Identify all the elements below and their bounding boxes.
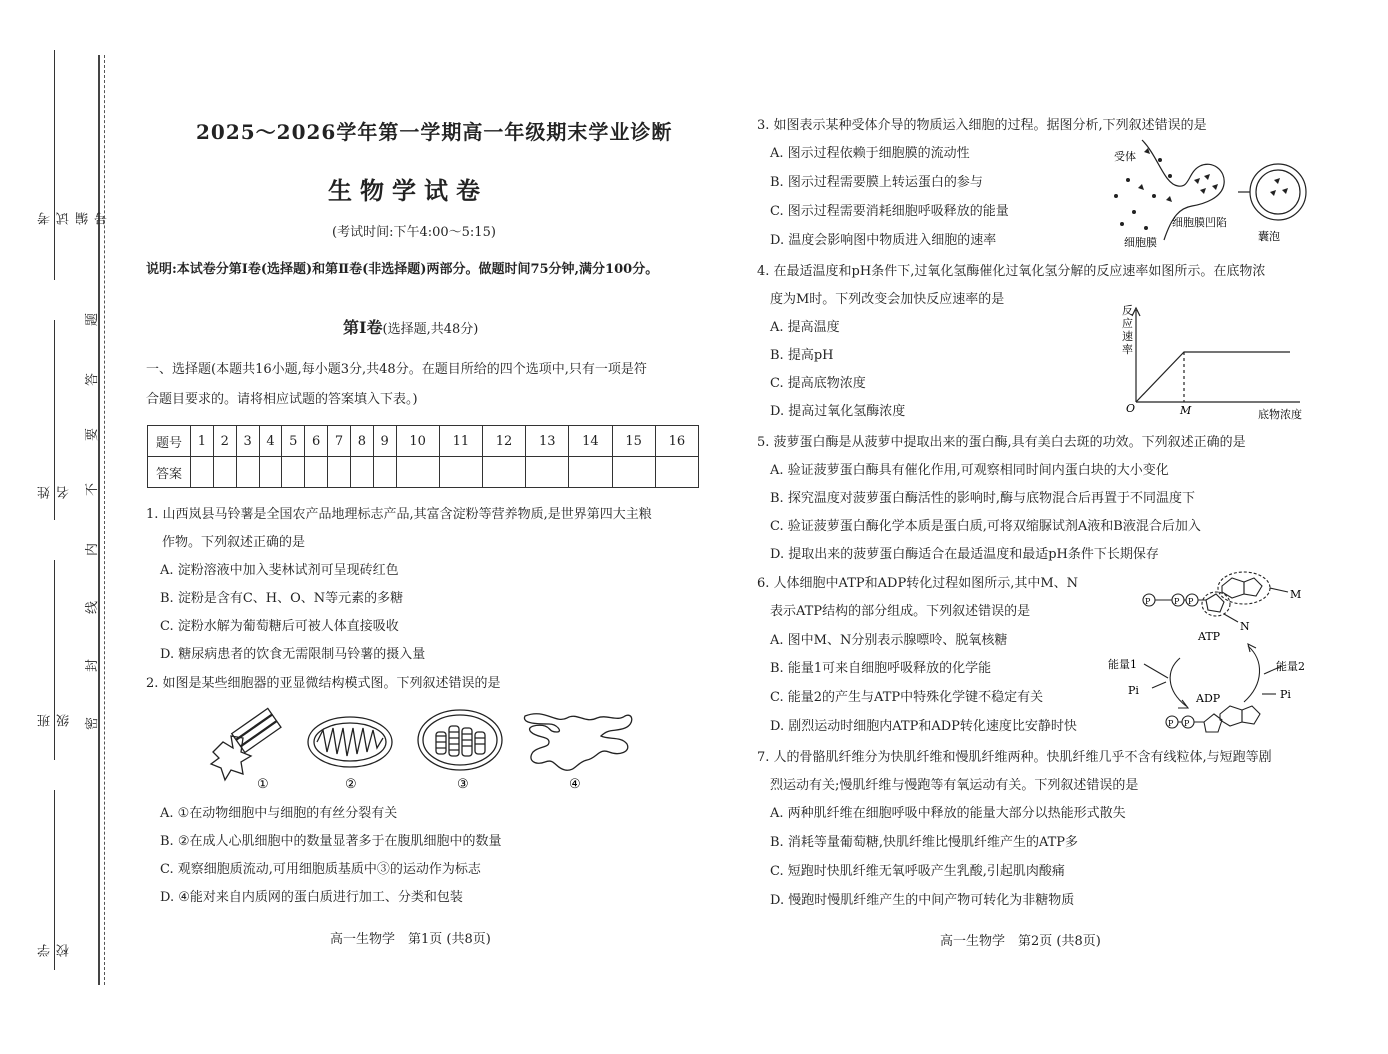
- q7-stem: 烈运动有关;慢肌纤维与慢跑等有氧运动有关。下列叙述错误的是: [770, 778, 1139, 793]
- name-label: 姓名: [38, 462, 72, 499]
- q3-stem: 3. 如图表示某种受体介导的物质运入细胞的过程。据图分析,下列叙述错误的是: [757, 118, 1207, 133]
- q5-option-d: D. 提取出来的菠萝蛋白酶适合在最适温度和最适pH条件下长期保存: [770, 547, 1159, 562]
- q6-option-a: A. 图中M、N分别表示腺嘌呤、脱氧核糖: [770, 633, 1008, 648]
- answer-cell[interactable]: [526, 457, 569, 488]
- q3-option-a: A. 图示过程依赖于细胞膜的流动性: [770, 146, 970, 161]
- graph-ylabel-1: 反: [1122, 304, 1133, 317]
- table-num: 9: [373, 426, 396, 457]
- answer-cell[interactable]: [259, 457, 282, 488]
- answer-cell[interactable]: [612, 457, 655, 488]
- table-num: 3: [236, 426, 259, 457]
- table-answer-label: 答案: [148, 457, 191, 488]
- n-label: N: [1240, 620, 1250, 633]
- table-num: 10: [396, 426, 439, 457]
- atp-label: ATP: [1198, 630, 1221, 643]
- organelle-figure: [205, 702, 640, 794]
- part1-title-main: 第Ⅰ卷: [343, 318, 383, 337]
- m-label: M: [1290, 588, 1302, 601]
- q3-option-d: D. 温度会影响图中物质进入细胞的速率: [770, 233, 997, 248]
- exam-time: (考试时间:下午4:00～5:15): [332, 225, 496, 240]
- answer-cell[interactable]: [282, 457, 305, 488]
- q6-option-c: C. 能量2的产生与ATP中特殊化学键不稳定有关: [770, 690, 1044, 705]
- answer-cell[interactable]: [191, 457, 214, 488]
- graph-m: M: [1180, 404, 1192, 417]
- table-num: 7: [328, 426, 351, 457]
- table-num: 4: [259, 426, 282, 457]
- energy1-label: 能量1: [1108, 658, 1137, 671]
- pi-label: Pi: [1128, 684, 1139, 697]
- answer-cell[interactable]: [236, 457, 259, 488]
- school-label: 学校: [38, 920, 72, 957]
- seal-word: 封: [85, 658, 101, 673]
- seal-word: 答: [85, 372, 101, 387]
- part1-title-note: (选择题,共48分): [382, 322, 479, 337]
- q6-stem: 表示ATP结构的部分组成。下列叙述错误的是: [770, 604, 1031, 619]
- seal-word: 不: [85, 482, 101, 497]
- seal-word: 题: [85, 312, 101, 327]
- seal-word: 内: [85, 542, 101, 557]
- table-num: 5: [282, 426, 305, 457]
- graph-xlabel: 底物浓度: [1258, 408, 1302, 421]
- table-num: 16: [655, 426, 698, 457]
- q2-stem: 2. 如图是某些细胞器的亚显微结构模式图。下列叙述错误的是: [146, 676, 501, 691]
- q7-option-a: A. 两种肌纤维在细胞呼吸中释放的能量大部分以热能形式散失: [770, 806, 1126, 821]
- rate-graph: [1110, 300, 1310, 424]
- answer-table-answer-row: [148, 457, 699, 488]
- q2-option-d: D. ④能对来自内质网的蛋白质进行加工、分类和包装: [160, 890, 463, 905]
- q1-option-b: B. 淀粉是含有C、H、O、N等元素的多糖: [160, 591, 404, 606]
- graph-ylabel-3: 速: [1122, 330, 1133, 343]
- answer-cell[interactable]: [655, 457, 698, 488]
- answer-table: [147, 425, 699, 488]
- p-label: P: [1174, 597, 1180, 606]
- section1-instr: 一、选择题(本题共16小题,每小题3分,共48分。在题目所给的四个选项中,只有一项是符: [146, 362, 647, 377]
- q4-option-b: B. 提高pH: [770, 348, 834, 363]
- q7-option-c: C. 短跑时快肌纤维无氧呼吸产生乳酸,引起肌肉酸痛: [770, 864, 1065, 879]
- graph-ylabel-4: 率: [1122, 343, 1133, 356]
- chloroplast-icon: [418, 710, 502, 770]
- table-num: 1: [191, 426, 214, 457]
- p-label: P: [1188, 597, 1194, 606]
- q7-option-b: B. 消耗等量葡萄糖,快肌纤维比慢肌纤维产生的ATP多: [770, 835, 1079, 850]
- table-num: 14: [569, 426, 612, 457]
- fig-label: ④: [569, 777, 581, 792]
- answer-cell[interactable]: [373, 457, 396, 488]
- table-num: 11: [439, 426, 482, 457]
- table-num: 6: [305, 426, 328, 457]
- exam-no-label: 考试编号: [38, 210, 110, 225]
- page-footer-right: 高一生物学 第2页 (共8页): [940, 934, 1101, 949]
- seal-word: 要: [85, 427, 101, 442]
- answer-cell[interactable]: [305, 457, 328, 488]
- table-num: 15: [612, 426, 655, 457]
- fig-pit-label: 细胞膜凹陷: [1172, 216, 1227, 229]
- table-num: 12: [482, 426, 525, 457]
- answer-cell[interactable]: [482, 457, 525, 488]
- adp-label: ADP: [1196, 692, 1221, 705]
- q2-option-c: C. 观察细胞质流动,可用细胞质基质中③的运动作为标志: [160, 862, 481, 877]
- centriole-icon: [211, 708, 281, 780]
- answer-cell[interactable]: [213, 457, 236, 488]
- q3-option-c: C. 图示过程需要消耗细胞呼吸释放的能量: [770, 204, 1009, 219]
- answer-cell[interactable]: [439, 457, 482, 488]
- subject-title: 生物学试卷: [328, 176, 488, 205]
- q3-option-b: B. 图示过程需要膜上转运蛋白的参与: [770, 175, 983, 190]
- q4-stem: 4. 在最适温度和pH条件下,过氧化氢酶催化过氧化氢分解的反应速率如图所示。在底物浓: [757, 264, 1266, 279]
- q1-stem: 作物。下列叙述正确的是: [162, 535, 306, 550]
- q2-option-a: A. ①在动物细胞中与细胞的有丝分裂有关: [160, 806, 398, 821]
- endocytosis-figure: [1108, 136, 1310, 248]
- answer-cell[interactable]: [328, 457, 351, 488]
- q6-option-b: B. 能量1可来自细胞呼吸释放的化学能: [770, 661, 992, 676]
- part1-title: [343, 318, 478, 340]
- q5-option-a: A. 验证菠萝蛋白酶具有催化作用,可观察相同时间内蛋白块的大小变化: [770, 463, 1169, 478]
- table-num: 2: [213, 426, 236, 457]
- exam-note: 说明:本试卷分第Ⅰ卷(选择题)和第Ⅱ卷(非选择题)两部分。做题时间75分钟,满分100分。: [146, 262, 659, 277]
- section1-instr: 合题目要求的。请将相应试题的答案填入下表。): [146, 392, 418, 407]
- fig-label: ②: [345, 777, 357, 792]
- table-num: 8: [350, 426, 373, 457]
- energy2-label: 能量2: [1276, 660, 1305, 673]
- q1-option-c: C. 淀粉水解为葡萄糖后可被人体直接吸收: [160, 619, 399, 634]
- table-num: 13: [526, 426, 569, 457]
- p-label: P: [1184, 719, 1190, 728]
- mitochondrion-icon: [308, 717, 392, 767]
- answer-cell[interactable]: [350, 457, 373, 488]
- exam-title: 2025～2026学年第一学期高一年级期末学业诊断: [196, 120, 673, 144]
- q6-option-d: D. 剧烈运动时细胞内ATP和ADP转化速度比安静时快: [770, 719, 1077, 734]
- p-label: P: [1168, 719, 1174, 728]
- seal-word: 密: [85, 716, 101, 731]
- golgi-icon: [524, 714, 631, 771]
- q5-stem: 5. 菠萝蛋白酶是从菠萝中提取出来的蛋白酶,具有美白去斑的功效。下列叙述正确的是: [757, 435, 1246, 450]
- q2-option-b: B. ②在成人心肌细胞中的数量显著多于在腹肌细胞中的数量: [160, 834, 502, 849]
- fig-label: ③: [457, 777, 469, 792]
- q5-option-b: B. 探究温度对菠萝蛋白酶活性的影响时,酶与底物混合后再置于不同温度下: [770, 491, 1195, 506]
- q5-option-c: C. 验证菠萝蛋白酶化学本质是蛋白质,可将双缩脲试剂A液和B液混合后加入: [770, 519, 1201, 534]
- answer-table-header-row: [148, 426, 699, 457]
- q4-option-c: C. 提高底物浓度: [770, 376, 866, 391]
- q1-option-a: A. 淀粉溶液中加入斐林试剂可呈现砖红色: [160, 563, 399, 578]
- pi-label: Pi: [1280, 688, 1291, 701]
- fig-receptor-label: 受体: [1114, 150, 1136, 163]
- table-head-label: 题号: [148, 426, 191, 457]
- q4-option-a: A. 提高温度: [770, 320, 840, 335]
- graph-ylabel-2: 应: [1122, 317, 1133, 330]
- fig-vesicle-label: 囊泡: [1258, 230, 1280, 243]
- answer-cell[interactable]: [569, 457, 612, 488]
- seal-word: 线: [85, 600, 101, 615]
- graph-origin: O: [1126, 402, 1136, 415]
- p-label: P: [1145, 597, 1151, 606]
- fig-membrane-label: 细胞膜: [1124, 236, 1157, 248]
- q4-option-d: D. 提高过氧化氢酶浓度: [770, 404, 906, 419]
- q7-option-d: D. 慢跑时慢肌纤维产生的中间产物可转化为非糖物质: [770, 893, 1075, 908]
- class-label: 班级: [38, 690, 72, 727]
- q6-stem: 6. 人体细胞中ATP和ADP转化过程如图所示,其中M、N: [757, 576, 1079, 591]
- answer-cell[interactable]: [396, 457, 439, 488]
- q4-stem: 度为M时。下列改变会加快反应速率的是: [770, 292, 1005, 307]
- q1-option-d: D. 糖尿病患者的饮食无需限制马铃薯的摄入量: [160, 647, 426, 662]
- q7-stem: 7. 人的骨骼肌纤维分为快肌纤维和慢肌纤维两种。快肌纤维几乎不含有线粒体,与短跑等剧: [757, 750, 1272, 765]
- q1-stem: 1. 山西岚县马铃薯是全国农产品地理标志产品,其富含淀粉等营养物质,是世界第四大主粮: [146, 507, 652, 522]
- atp-cycle-figure: [1104, 570, 1314, 742]
- fig-label: ①: [257, 777, 269, 792]
- page-footer-left: 高一生物学 第1页 (共8页): [330, 932, 491, 947]
